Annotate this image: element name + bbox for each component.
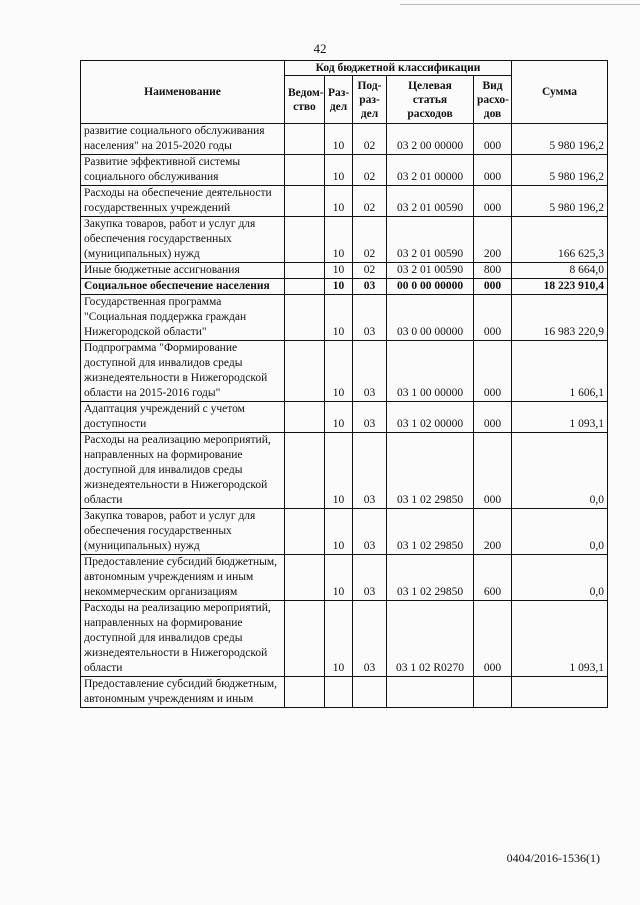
row-subsection: 03 [353, 601, 387, 677]
row-sum [512, 677, 608, 708]
header-dept: Ведом-ство [285, 76, 325, 124]
row-name: Подпрограмма "Формирование доступной для инвалидов среды жизнедеятельности в Нижегородской области на 2015-2016 годы" [81, 341, 285, 402]
table-row [81, 295, 608, 341]
table-row [81, 555, 608, 601]
header-subsection: Под-раз-дел [353, 76, 387, 124]
row-name: Адаптация учреждений с учетом доступности [81, 402, 285, 433]
row-name: Расходы на реализацию мероприятий, направленных на формирование доступной для инвалидов среды жизнедеятельности в Нижегородской области [81, 433, 285, 509]
row-kind: 600 [474, 555, 512, 601]
row-section: 10 [325, 186, 353, 217]
row-subsection: 03 [353, 402, 387, 433]
row-target: 03 2 00 00000 [387, 124, 474, 155]
table-row [81, 601, 608, 677]
row-dept [285, 601, 325, 677]
row-target: 03 1 02 29850 [387, 509, 474, 555]
row-sum: 18 223 910,4 [512, 279, 608, 295]
row-name: Предоставление субсидий бюджетным, автономным учреждениям и иным [81, 677, 285, 708]
row-subsection: 02 [353, 124, 387, 155]
row-kind: 200 [474, 509, 512, 555]
row-subsection: 03 [353, 341, 387, 402]
row-target: 00 0 00 00000 [387, 279, 474, 295]
row-name: Закупка товаров, работ и услуг для обеспечения государственных (муниципальных) нужд [81, 217, 285, 263]
row-subsection [353, 677, 387, 708]
row-target: 03 2 01 00000 [387, 155, 474, 186]
row-sum: 0,0 [512, 433, 608, 509]
row-section [325, 677, 353, 708]
table-row [81, 341, 608, 402]
row-dept [285, 555, 325, 601]
row-name: Иные бюджетные ассигнования [81, 263, 285, 279]
row-dept [285, 279, 325, 295]
row-name: развитие социального обслуживания населения" на 2015-2020 годы [81, 124, 285, 155]
header-kind: Вид расхо-дов [474, 76, 512, 124]
row-sum: 166 625,3 [512, 217, 608, 263]
row-dept [285, 433, 325, 509]
row-dept [285, 124, 325, 155]
row-section: 10 [325, 601, 353, 677]
row-section: 10 [325, 341, 353, 402]
row-dept [285, 341, 325, 402]
row-dept [285, 217, 325, 263]
row-subsection: 02 [353, 186, 387, 217]
header-code-group: Код бюджетной классификации [285, 61, 512, 76]
row-sum: 8 664,0 [512, 263, 608, 279]
row-kind: 000 [474, 601, 512, 677]
table-row [81, 186, 608, 217]
row-sum: 16 983 220,9 [512, 295, 608, 341]
row-subsection: 02 [353, 217, 387, 263]
row-dept [285, 186, 325, 217]
row-name: Социальное обеспечение населения [81, 279, 285, 295]
budget-table [80, 60, 608, 708]
table-row [81, 279, 608, 295]
page-number: 42 [313, 41, 327, 56]
row-name: Расходы на обеспечение деятельности государственных учреждений [81, 186, 285, 217]
row-kind: 000 [474, 279, 512, 295]
row-dept [285, 155, 325, 186]
row-sum: 1 606,1 [512, 341, 608, 402]
top-rule [400, 4, 640, 5]
row-dept [285, 295, 325, 341]
row-section: 10 [325, 155, 353, 186]
row-section: 10 [325, 509, 353, 555]
row-subsection: 03 [353, 295, 387, 341]
header-sum: Сумма [512, 61, 608, 124]
row-sum: 5 980 196,2 [512, 124, 608, 155]
header-section: Раз-дел [325, 76, 353, 124]
row-section: 10 [325, 263, 353, 279]
row-kind [474, 677, 512, 708]
header-name: Наименование [81, 61, 285, 124]
row-subsection: 02 [353, 155, 387, 186]
row-dept [285, 509, 325, 555]
row-sum: 1 093,1 [512, 601, 608, 677]
row-subsection: 03 [353, 279, 387, 295]
table-row [81, 155, 608, 186]
row-sum: 0,0 [512, 509, 608, 555]
row-sum: 5 980 196,2 [512, 186, 608, 217]
row-target: 03 0 00 00000 [387, 295, 474, 341]
row-dept [285, 263, 325, 279]
row-sum: 0,0 [512, 555, 608, 601]
row-name: Закупка товаров, работ и услуг для обеспечения государственных (муниципальных) нужд [81, 509, 285, 555]
header-target: Целевая статья расходов [387, 76, 474, 124]
row-target: 03 1 02 R0270 [387, 601, 474, 677]
row-section: 10 [325, 124, 353, 155]
row-target: 03 2 01 00590 [387, 186, 474, 217]
row-sum: 5 980 196,2 [512, 155, 608, 186]
row-dept [285, 402, 325, 433]
row-dept [285, 677, 325, 708]
row-kind: 000 [474, 155, 512, 186]
row-target: 03 1 02 29850 [387, 433, 474, 509]
row-kind: 000 [474, 295, 512, 341]
row-target: 03 1 00 00000 [387, 341, 474, 402]
row-kind: 000 [474, 186, 512, 217]
row-subsection: 03 [353, 433, 387, 509]
row-kind: 200 [474, 217, 512, 263]
row-section: 10 [325, 555, 353, 601]
row-target: 03 1 02 29850 [387, 555, 474, 601]
row-kind: 000 [474, 341, 512, 402]
row-target: 03 1 02 00000 [387, 402, 474, 433]
row-section: 10 [325, 217, 353, 263]
row-name: Развитие эффективной системы социального обслуживания [81, 155, 285, 186]
row-sum: 1 093,1 [512, 402, 608, 433]
row-kind: 000 [474, 433, 512, 509]
row-subsection: 03 [353, 509, 387, 555]
row-subsection: 02 [353, 263, 387, 279]
row-target [387, 677, 474, 708]
row-section: 10 [325, 433, 353, 509]
table-row [81, 217, 608, 263]
row-target: 03 2 01 00590 [387, 217, 474, 263]
table-row [81, 124, 608, 155]
table-row [81, 509, 608, 555]
row-kind: 000 [474, 124, 512, 155]
row-section: 10 [325, 295, 353, 341]
row-name: Предоставление субсидий бюджетным, автономным учреждениям и иным некоммерческим организациям [81, 555, 285, 601]
row-kind: 800 [474, 263, 512, 279]
table-row [81, 677, 608, 708]
row-name: Государственная программа "Социальная поддержка граждан Нижегородской области" [81, 295, 285, 341]
table-row [81, 433, 608, 509]
row-section: 10 [325, 279, 353, 295]
row-target: 03 2 01 00590 [387, 263, 474, 279]
table-row [81, 402, 608, 433]
table-row [81, 263, 608, 279]
row-subsection: 03 [353, 555, 387, 601]
document-code: 0404/2016-1536(1) [506, 851, 600, 865]
row-section: 10 [325, 402, 353, 433]
row-name: Расходы на реализацию мероприятий, направленных на формирование доступной для инвалидов среды жизнедеятельности в Нижегородской области [81, 601, 285, 677]
row-kind: 000 [474, 402, 512, 433]
